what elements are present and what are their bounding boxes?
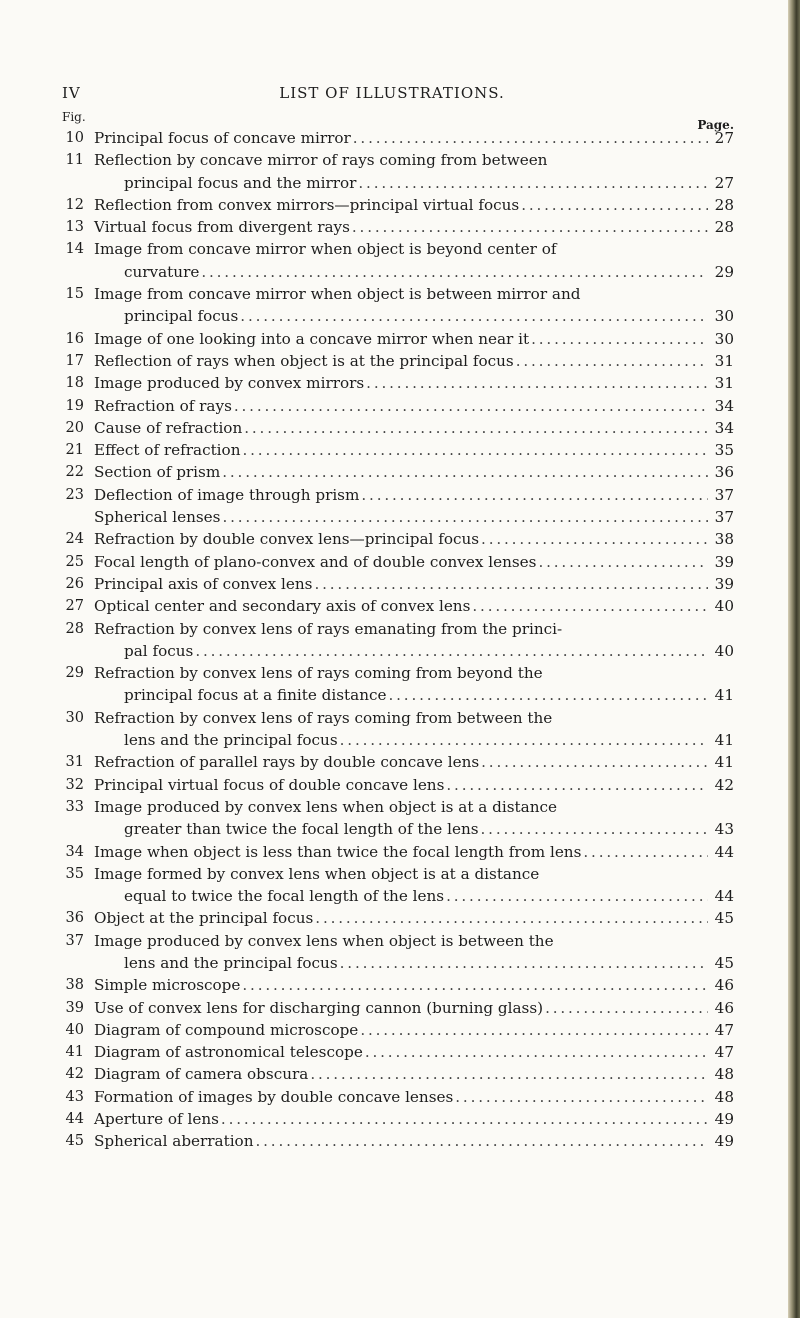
figure-number: 32 <box>65 776 84 793</box>
figure-number: 22 <box>65 464 84 481</box>
list-item <box>62 528 734 550</box>
entry-line <box>94 1108 734 1130</box>
list-item <box>62 997 734 1019</box>
list-item <box>62 1086 734 1108</box>
page-reference: 39 <box>714 574 734 593</box>
dot-leader <box>481 818 708 840</box>
dot-leader <box>481 751 708 773</box>
entry-line <box>94 127 734 149</box>
entry-line <box>94 484 734 506</box>
page-reference: 41 <box>714 686 734 705</box>
entry-line <box>94 350 734 372</box>
entry-title: Focal length of plano-convex and of double convex lenses <box>94 552 537 571</box>
entry-line <box>94 417 734 439</box>
figure-number: 42 <box>65 1066 84 1083</box>
list-item <box>62 1041 734 1063</box>
list-item <box>62 461 734 483</box>
figure-number: 16 <box>65 330 84 347</box>
page-reference: 31 <box>714 351 734 370</box>
entry-title: Use of convex lens for discharging cannon (burning glass) <box>94 998 544 1017</box>
entry-line <box>94 328 734 350</box>
entry-line <box>94 595 734 617</box>
list-item <box>62 417 734 439</box>
entry-line <box>94 1086 734 1108</box>
figure-number: 34 <box>65 843 84 860</box>
dot-leader <box>538 551 708 573</box>
entry-line <box>94 461 734 483</box>
entry-line <box>94 238 734 260</box>
figure-number: 14 <box>65 241 84 258</box>
entry-title: greater than twice the focal length of the lens <box>124 820 479 839</box>
list-item <box>62 149 734 194</box>
entry-title: principal focus at a finite distance <box>124 686 387 705</box>
figure-number: 27 <box>65 598 84 615</box>
entry-title: Refraction of rays <box>94 396 232 415</box>
entry-title: Principal axis of convex lens <box>94 574 313 593</box>
page-reference: 30 <box>714 307 734 326</box>
list-item <box>62 618 734 663</box>
page-reference: 28 <box>714 218 734 237</box>
list-item <box>62 1108 734 1130</box>
page-reference: 35 <box>714 441 734 460</box>
list-item <box>62 751 734 773</box>
figure-number: 28 <box>65 620 84 637</box>
page-reference: 39 <box>714 552 734 571</box>
entry-line <box>94 863 734 885</box>
list-item <box>62 595 734 617</box>
entry-title: equal to twice the focal length of the lens <box>124 887 445 906</box>
entry-line <box>124 885 734 907</box>
dot-leader <box>446 774 708 796</box>
list-item <box>62 707 734 752</box>
figure-number: 26 <box>65 575 84 592</box>
entry-title: Image when object is less than twice the focal length from lens <box>94 842 582 861</box>
figure-number: 29 <box>65 665 84 682</box>
figure-number: 21 <box>65 442 84 459</box>
list-item <box>62 506 734 528</box>
entry-line <box>94 974 734 996</box>
entry-title: Image produced by convex lens when object is at a distance <box>94 797 557 816</box>
entry-title: Refraction by convex lens of rays coming from beyond the <box>94 664 543 683</box>
dot-leader <box>366 372 708 394</box>
entry-line <box>94 1019 734 1041</box>
figure-number: 18 <box>65 375 84 392</box>
figure-number: 30 <box>65 709 84 726</box>
entry-line <box>94 841 734 863</box>
page-reference: 34 <box>714 418 734 437</box>
entry-title: Cause of refraction <box>94 418 243 437</box>
page-reference: 37 <box>714 485 734 504</box>
list-item <box>62 841 734 863</box>
page-title: LIST OF ILLUSTRATIONS. <box>279 84 505 102</box>
entry-line <box>94 439 734 461</box>
dot-leader <box>481 528 708 550</box>
dot-leader <box>222 506 708 528</box>
dot-leader <box>361 484 708 506</box>
dot-leader <box>455 1086 708 1108</box>
page-reference: 41 <box>714 753 734 772</box>
entry-title: Diagram of astronomical telescope <box>94 1043 363 1062</box>
list-item <box>62 395 734 417</box>
entry-line <box>94 1041 734 1063</box>
entry-line <box>94 372 734 394</box>
page-reference: 45 <box>714 953 734 972</box>
entry-line <box>94 662 734 684</box>
page-reference: 44 <box>714 887 734 906</box>
list-item <box>62 1130 734 1152</box>
fig-column-label: Fig. <box>62 110 86 124</box>
dot-leader <box>340 729 708 751</box>
entry-title: Section of prism <box>94 463 221 482</box>
page-reference: 46 <box>714 998 734 1017</box>
entry-line <box>124 261 734 283</box>
figure-number: 31 <box>65 754 84 771</box>
page-reference: 48 <box>714 1087 734 1106</box>
entry-title: Reflection from convex mirrors—principal virtual focus <box>94 195 520 214</box>
page-reference: 36 <box>714 463 734 482</box>
figure-number: 24 <box>65 531 84 548</box>
figure-number: 44 <box>65 1111 84 1128</box>
entry-line <box>94 997 734 1019</box>
entry-title: Virtual focus from divergent rays <box>94 218 350 237</box>
dot-leader <box>545 997 708 1019</box>
list-item <box>62 662 734 707</box>
page-reference: 27 <box>714 129 734 147</box>
page-edge <box>788 0 800 1318</box>
dot-leader <box>521 194 708 216</box>
page-reference: 41 <box>714 731 734 750</box>
page-reference: 29 <box>714 262 734 281</box>
figure-number: 15 <box>65 286 84 303</box>
page-reference: 49 <box>714 1132 734 1151</box>
entry-line <box>94 149 734 171</box>
list-item <box>62 238 734 283</box>
entry-title: lens and the principal focus <box>124 953 338 972</box>
dot-leader <box>195 640 708 662</box>
dot-leader <box>310 1063 708 1085</box>
list-item <box>62 1063 734 1085</box>
entry-line <box>124 952 734 974</box>
entry-line <box>124 305 734 327</box>
page-reference: 28 <box>714 195 734 214</box>
dot-leader <box>360 1019 708 1041</box>
entry-line <box>94 506 734 528</box>
figure-number: 37 <box>65 932 84 949</box>
entry-title: Diagram of camera obscura <box>94 1065 309 1084</box>
page-reference: 27 <box>714 173 734 192</box>
list-item <box>62 194 734 216</box>
dot-leader <box>234 395 708 417</box>
figure-number: 11 <box>65 152 84 169</box>
page-column-label: Page. <box>697 118 734 132</box>
entry-title: pal focus <box>124 641 194 660</box>
figure-number: 39 <box>65 999 84 1016</box>
entry-line <box>124 818 734 840</box>
entry-title: Effect of refraction <box>94 441 241 460</box>
entry-title: Image formed by convex lens when object is at a distance <box>94 864 540 883</box>
dot-leader <box>365 1041 708 1063</box>
dot-leader <box>222 461 708 483</box>
figure-number: 40 <box>65 1021 84 1038</box>
dot-leader <box>446 885 708 907</box>
figure-number: 13 <box>65 219 84 236</box>
entry-title: Image produced by convex lens when object is between the <box>94 931 554 950</box>
list-item <box>62 439 734 461</box>
list-item <box>62 974 734 996</box>
dot-leader <box>583 841 708 863</box>
entry-line <box>94 216 734 238</box>
page-reference: 31 <box>714 374 734 393</box>
entry-title: Refraction of parallel rays by double concave lens <box>94 753 480 772</box>
dot-leader <box>244 417 708 439</box>
list-item <box>62 372 734 394</box>
dot-leader <box>340 952 708 974</box>
entry-title: Image from concave mirror when object is beyond center of <box>94 240 557 259</box>
figure-number: 45 <box>65 1133 84 1150</box>
page-number: IV <box>62 84 81 102</box>
entry-title: Spherical lenses <box>94 508 221 527</box>
list-item <box>62 484 734 506</box>
list-item <box>62 796 734 841</box>
page-reference: 37 <box>714 508 734 527</box>
page-reference: 38 <box>714 530 734 549</box>
entry-title: Image from concave mirror when object is between mirror and <box>94 285 581 304</box>
page-reference: 34 <box>714 396 734 415</box>
list-item <box>62 1019 734 1041</box>
entry-line <box>124 684 734 706</box>
entry-title: principal focus and the mirror <box>124 173 357 192</box>
page-reference: 45 <box>714 909 734 928</box>
entry-title: Formation of images by double concave lenses <box>94 1087 454 1106</box>
figure-number: 33 <box>65 798 84 815</box>
page-reference: 42 <box>714 775 734 794</box>
entry-line <box>94 528 734 550</box>
dot-leader <box>315 907 708 929</box>
list-item <box>62 907 734 929</box>
entry-line <box>94 907 734 929</box>
list-item <box>62 551 734 573</box>
figure-number: 10 <box>65 130 84 146</box>
entry-line <box>94 618 734 640</box>
page-reference: 44 <box>714 842 734 861</box>
list-item <box>62 283 734 328</box>
page-reference: 47 <box>714 1043 734 1062</box>
entry-line <box>94 796 734 818</box>
entry-line <box>124 640 734 662</box>
dot-leader <box>353 127 708 149</box>
figure-number: 23 <box>65 486 84 503</box>
figure-number: 43 <box>65 1088 84 1105</box>
entry-line <box>94 551 734 573</box>
page-reference: 47 <box>714 1020 734 1039</box>
page-reference: 40 <box>714 641 734 660</box>
list-item <box>62 573 734 595</box>
entry-title: lens and the principal focus <box>124 731 338 750</box>
entry-title: Image produced by convex mirrors <box>94 374 365 393</box>
entry-title: Diagram of compound microscope <box>94 1020 359 1039</box>
list-item <box>62 930 734 975</box>
entry-title: Spherical aberration <box>94 1132 254 1151</box>
dot-leader <box>388 684 708 706</box>
list-item <box>62 350 734 372</box>
dot-leader <box>201 261 708 283</box>
entry-line <box>94 194 734 216</box>
entry-line <box>94 751 734 773</box>
list-item <box>62 216 734 238</box>
list-item <box>62 863 734 908</box>
entry-line <box>94 395 734 417</box>
page-reference: 48 <box>714 1065 734 1084</box>
dot-leader <box>531 328 708 350</box>
figure-number: 35 <box>65 865 84 882</box>
page-reference: 46 <box>714 976 734 995</box>
entry-line <box>94 774 734 796</box>
entry-line <box>124 172 734 194</box>
list-item <box>62 774 734 796</box>
entry-title: curvature <box>124 262 200 281</box>
entry-line <box>94 930 734 952</box>
entry-line <box>94 283 734 305</box>
entry-title: Simple microscope <box>94 976 241 995</box>
figure-number: 12 <box>65 196 84 213</box>
entry-title: Refraction by convex lens of rays emanating from the princi- <box>94 619 563 638</box>
entry-line <box>94 707 734 729</box>
entry-title: Reflection by concave mirror of rays coming from between <box>94 151 548 170</box>
list-item <box>62 127 734 149</box>
figure-number: 17 <box>65 352 84 369</box>
figure-number: 25 <box>65 553 84 570</box>
dot-leader <box>240 305 708 327</box>
figure-number: 41 <box>65 1044 84 1061</box>
figure-number: 38 <box>65 977 84 994</box>
entry-title: Object at the principal focus <box>94 909 314 928</box>
page-reference: 40 <box>714 597 734 616</box>
page-reference: 30 <box>714 329 734 348</box>
entry-title: Deflection of image through prism <box>94 485 360 504</box>
dot-leader <box>358 172 708 194</box>
dot-leader <box>516 350 708 372</box>
dot-leader <box>242 439 708 461</box>
entry-title: Optical center and secondary axis of convex lens <box>94 597 471 616</box>
page-reference: 43 <box>714 820 734 839</box>
running-header <box>62 84 722 108</box>
entry-title: Principal virtual focus of double concave lens <box>94 775 445 794</box>
entry-title: Reflection of rays when object is at the principal focus <box>94 351 514 370</box>
dot-leader <box>221 1108 708 1130</box>
dot-leader <box>314 573 708 595</box>
entry-line <box>94 1130 734 1152</box>
entry-line <box>94 573 734 595</box>
entry-title: principal focus <box>124 307 239 326</box>
dot-leader <box>472 595 708 617</box>
page-reference: 49 <box>714 1110 734 1129</box>
entry-title: Image of one looking into a concave mirror when near it <box>94 329 530 348</box>
entry-title: Principal focus of concave mirror <box>94 129 351 147</box>
list-item <box>62 328 734 350</box>
figure-number: 19 <box>65 397 84 414</box>
entry-title: Aperture of lens <box>94 1110 219 1129</box>
dot-leader <box>352 216 708 238</box>
entry-title: Refraction by convex lens of rays coming from between the <box>94 708 553 727</box>
illustrations-list <box>62 127 734 1153</box>
entry-title: Refraction by double convex lens—principal focus <box>94 530 480 549</box>
dot-leader <box>242 974 708 996</box>
figure-number: 20 <box>65 419 84 436</box>
entry-line <box>124 729 734 751</box>
dot-leader <box>255 1130 708 1152</box>
figure-number: 36 <box>65 910 84 927</box>
entry-line <box>94 1063 734 1085</box>
